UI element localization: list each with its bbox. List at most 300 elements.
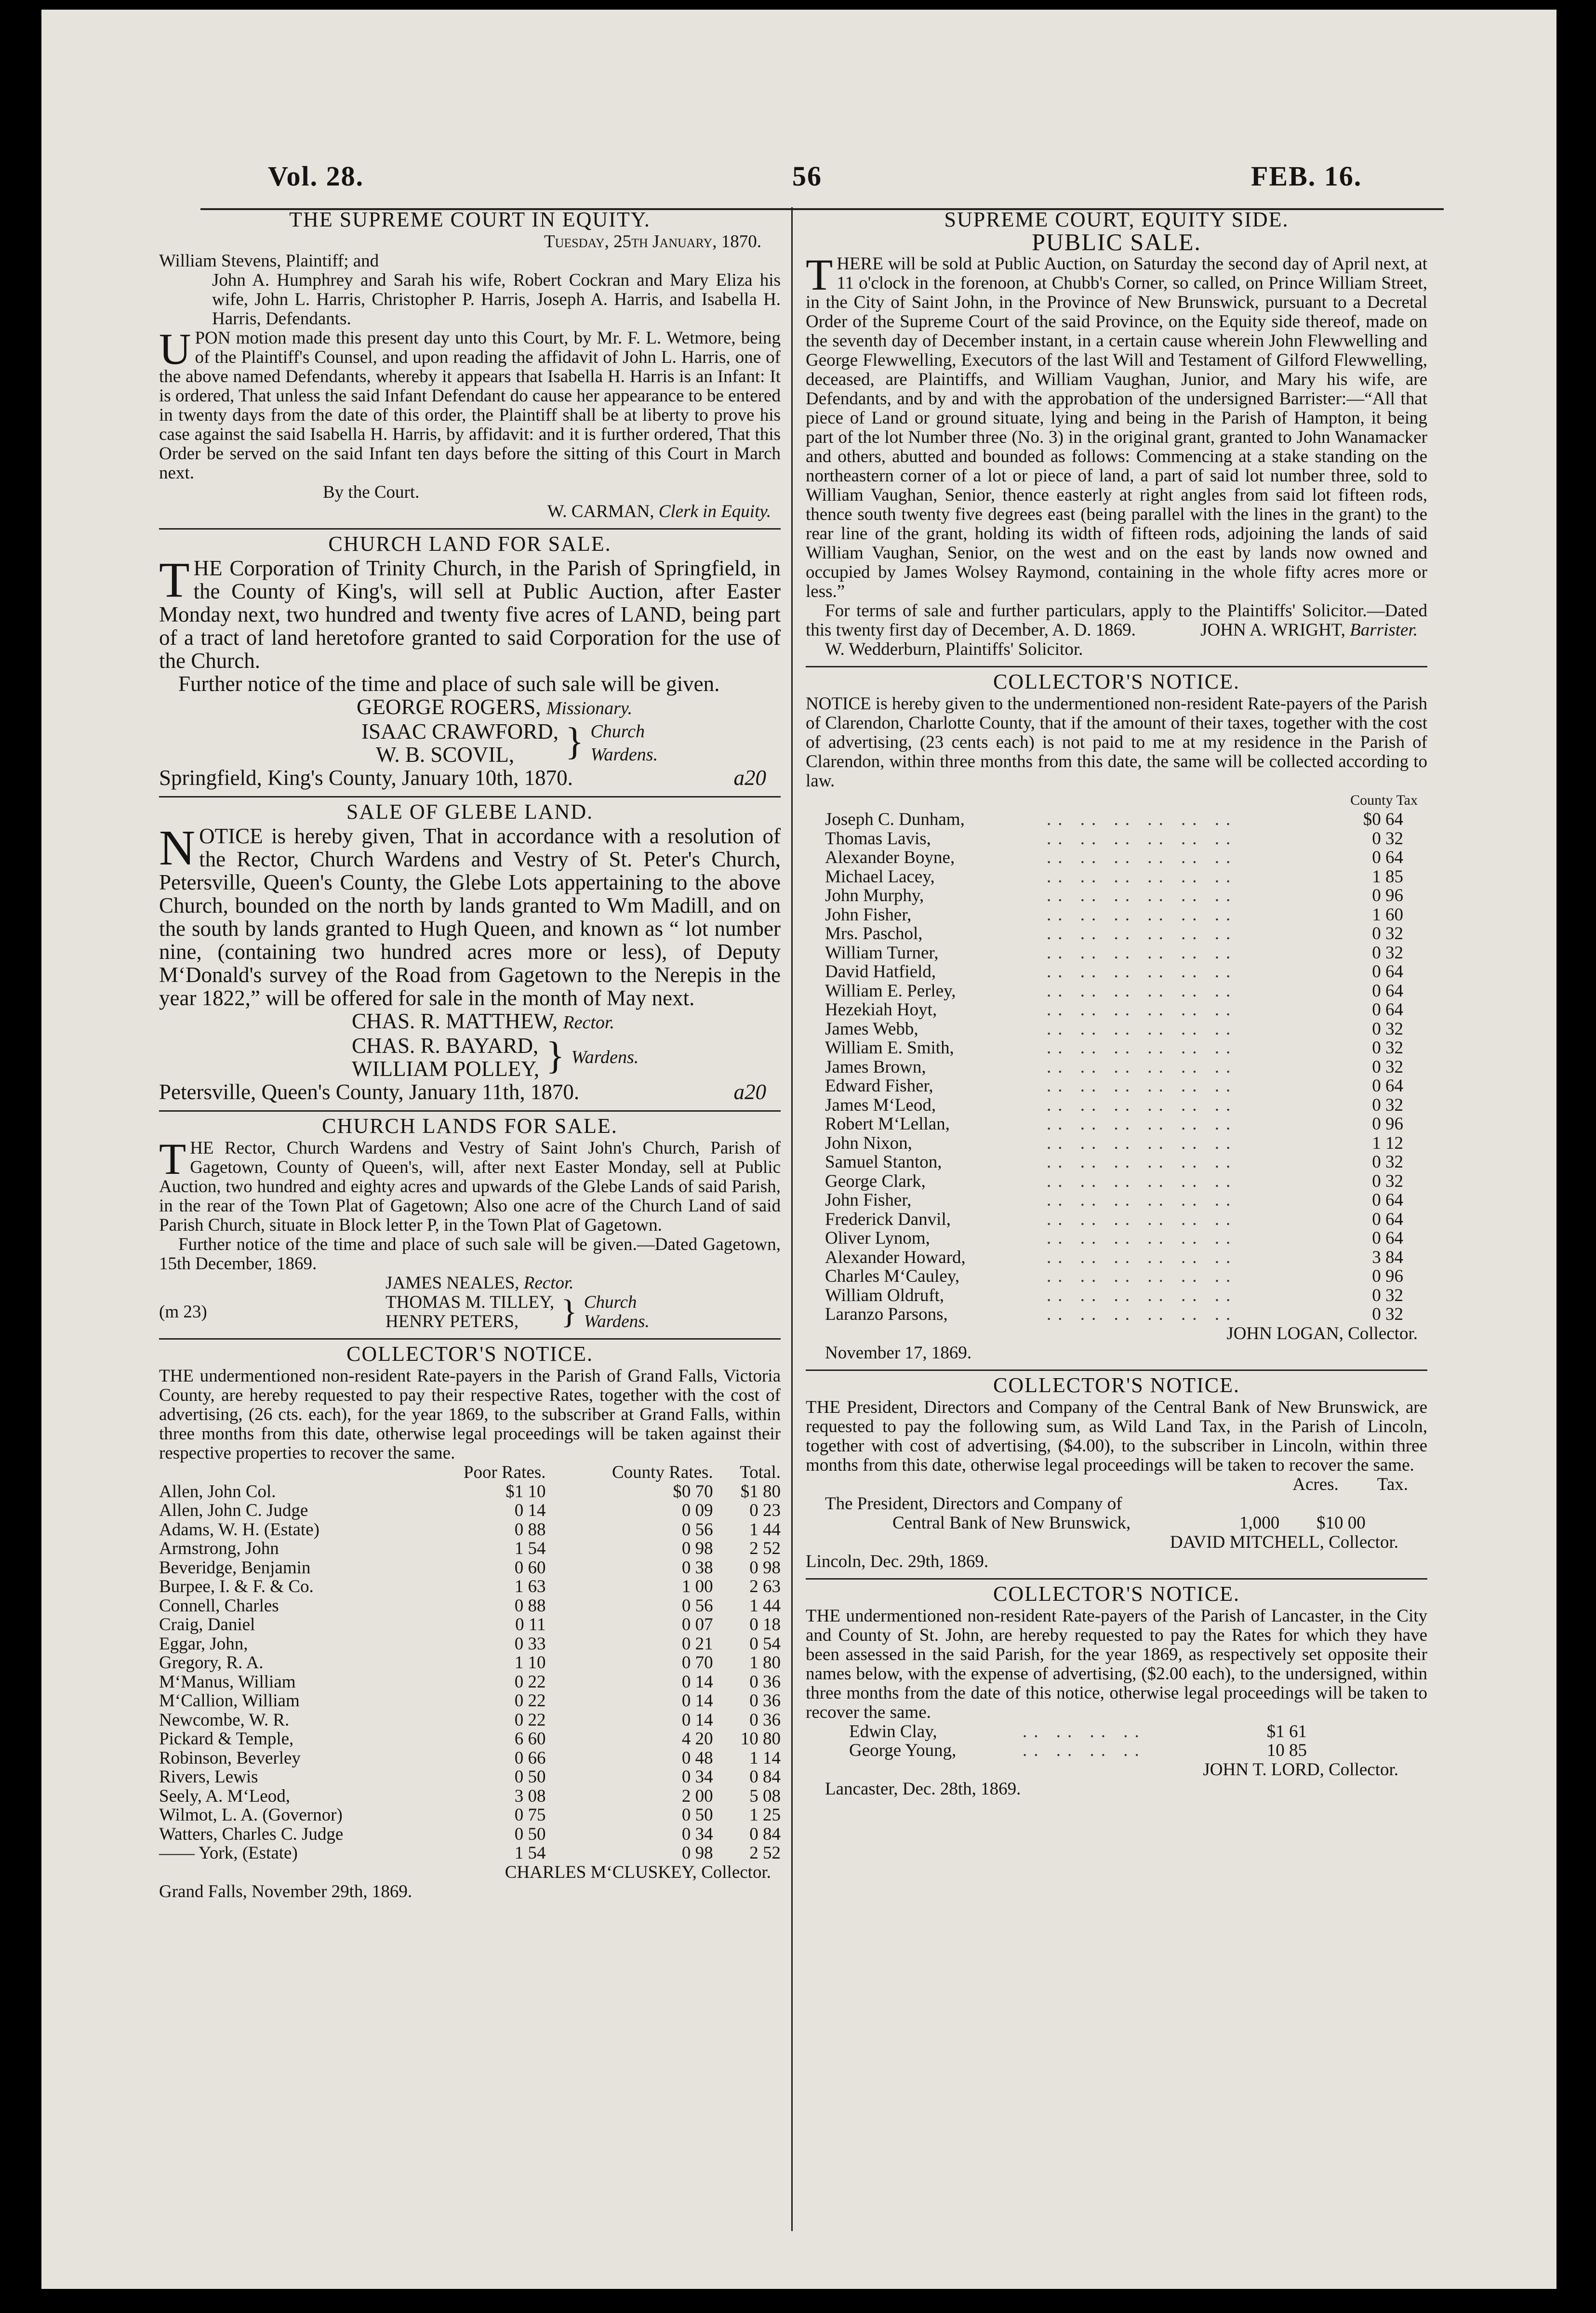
table-row (825, 1038, 1403, 1058)
leader-dots: .. .. .. .. .. .. (1047, 1190, 1237, 1210)
payer-name: George Young, (849, 1741, 957, 1760)
poor-rate: 0 66 (514, 1748, 546, 1768)
issue-date: FEB. 16. (1251, 160, 1362, 192)
poor-rate: 0 22 (514, 1691, 546, 1711)
church-lands-notice (159, 1114, 781, 1331)
leader-dots: .. .. .. .. .. .. (1047, 1133, 1237, 1153)
signatory-role: Barrister. (1350, 620, 1418, 640)
county-tax: 0 32 (1372, 1095, 1403, 1115)
poor-rate: 0 60 (514, 1557, 546, 1578)
county-tax: 0 32 (1372, 1171, 1403, 1191)
total: 0 98 (749, 1557, 781, 1578)
payer-name: William Oldruft, (825, 1285, 944, 1305)
role-wardens: Wardens. (571, 1047, 639, 1067)
payer-name: Joseph C. Dunham, (825, 810, 965, 829)
signatory-role: Rector. (523, 1273, 574, 1293)
county-tax: 0 32 (1372, 943, 1403, 963)
payer-name: Eggar, John, (159, 1634, 248, 1654)
notice-body: HE Rector, Church Wardens and Vestry of Saint John's Church, Parish of Gagetown, County of Queen's, will, after next Easter Monday, sell at Public Auction, two hundred and eighty acres and upwards of the Glebe Lands of said Parish, in the rear of the Town Plat of Gagetown; Also one acre of the Church Land of said Parish Church, situate in Block letter P, in the Town Plat of Gagetown. (159, 1138, 781, 1235)
signatory-name: GEORGE ROGERS, (357, 695, 541, 719)
county-rate: 0 98 (681, 1843, 713, 1863)
col-header-acres: Acres. (1292, 1474, 1339, 1494)
county-tax: 0 32 (1372, 1152, 1403, 1172)
page-number: 56 (792, 160, 822, 192)
section-rule (159, 528, 781, 530)
payer-name: Edward Fisher, (825, 1076, 933, 1096)
col-header-total: Total. (740, 1462, 781, 1482)
table-row (159, 1520, 781, 1540)
leader-dots: .. .. .. .. .. .. (1047, 1095, 1237, 1115)
signatory-name: HENRY PETERS, (386, 1312, 519, 1331)
table-row (825, 1172, 1403, 1191)
ad-code: a20 (733, 766, 766, 790)
total: 0 23 (749, 1501, 781, 1520)
payer-name: M‘Callion, William (159, 1691, 300, 1711)
drop-cap: T (806, 250, 833, 299)
county-tax: 1 12 (1372, 1133, 1403, 1153)
payer-name: John Fisher, (825, 1190, 912, 1210)
county-rate: 0 48 (681, 1748, 713, 1768)
payer-name: Oliver Lynom, (825, 1228, 930, 1248)
drop-cap: T (159, 1134, 186, 1183)
county-rate: 0 38 (681, 1557, 713, 1578)
signatory-role: Missionary. (546, 698, 633, 718)
leader-dots: .. .. .. .. .. .. (1047, 1266, 1237, 1286)
payer-name: James M‘Leod, (825, 1095, 936, 1115)
signatory-name: JOHN A. WRIGHT, (1200, 620, 1345, 640)
table-row (825, 886, 1403, 905)
table-row (825, 944, 1403, 963)
collector-signature: CHARLES M‘CLUSKEY, Collector. (505, 1862, 771, 1882)
table-row (825, 1210, 1403, 1229)
total: 2 52 (749, 1843, 781, 1863)
place-date: Lincoln, Dec. 29th, 1869. (806, 1551, 989, 1571)
county-tax: 0 64 (1372, 962, 1403, 982)
poor-rate: 3 08 (514, 1786, 546, 1806)
drop-cap: N (159, 820, 196, 876)
payer-name: John Nixon, (825, 1133, 912, 1153)
signatory-name: W. B. SCOVIL, (376, 743, 515, 767)
poor-rate: 1 54 (514, 1843, 546, 1863)
signatory-role: Rector. (563, 1012, 614, 1033)
leader-dots: .. .. .. .. .. .. (1047, 810, 1237, 829)
solicitor-line: W. Wedderburn, Plaintiffs' Solicitor. (825, 639, 1083, 659)
leader-dots: .. .. .. .. .. .. (1047, 866, 1237, 887)
county-tax: 0 64 (1372, 1190, 1403, 1210)
total: 2 63 (749, 1577, 781, 1596)
payer-name-cont: Central Bank of New Brunswick, (892, 1513, 1131, 1533)
table-row (825, 924, 1403, 944)
table-row (849, 1741, 1307, 1760)
col-header-tax: Tax. (1377, 1474, 1408, 1494)
poor-rate: 1 54 (514, 1539, 546, 1558)
signatory-name: CHAS. R. MATTHEW, (352, 1009, 558, 1033)
payer-name: —— York, (Estate) (159, 1843, 298, 1863)
plaintiff-line: William Stevens, Plaintiff; and (159, 251, 379, 271)
leader-dots: .. .. .. .. .. .. (1047, 1209, 1237, 1229)
supreme-court-notice (159, 210, 781, 521)
payer-name: Armstrong, John (159, 1539, 279, 1558)
table-row (825, 1058, 1403, 1077)
notice-body: THE undermentioned non-resident Rate-payers in the Parish of Grand Falls, Victoria County, are hereby requested to pay their respective Rates, together with the cost of advertising, (26 cts. each), for the year 1869, to the subscriber at Grand Falls, within three months from this date, otherwise legal proceedings will be taken against their respective properties to recover the same. (159, 1366, 781, 1463)
payer-name: Seely, A. M‘Leod, (159, 1786, 290, 1806)
county-tax: 0 32 (1372, 1304, 1403, 1324)
table-row (159, 1577, 781, 1596)
total: $1 80 (740, 1481, 781, 1502)
payer-name: The President, Directors and Company of (825, 1493, 1122, 1514)
poor-rate: 0 14 (514, 1501, 546, 1520)
table-row (159, 1596, 781, 1616)
notice-body: HE Corporation of Trinity Church, in the Parish of Springfield, in the County of King's, will sell at Public Auction, after Easter Monday next, two hundred and twenty five acres of LAND, being part of a tract of land heretofore granted to said Corporation for the use of the Church. (159, 556, 781, 673)
section-rule (806, 1578, 1427, 1580)
signatory-name: ISAAC CRAWFORD, (361, 719, 559, 744)
payer-name: M‘Manus, William (159, 1672, 296, 1692)
rate-value: 10 85 (1266, 1741, 1307, 1760)
table-row (825, 1115, 1403, 1134)
signatory-name: THOMAS M. TILLEY, (386, 1292, 555, 1312)
payer-name: John Fisher, (825, 904, 912, 925)
county-rate: 0 14 (681, 1710, 713, 1730)
payer-name: Gregory, R. A. (159, 1653, 264, 1673)
total: 10 80 (740, 1729, 781, 1749)
total: 0 36 (749, 1691, 781, 1711)
role-wardens: Wardens. (590, 744, 658, 765)
poor-rate: 0 88 (514, 1519, 546, 1540)
left-column (159, 207, 781, 1901)
poor-rate: 0 50 (514, 1767, 546, 1787)
notice-date: November 17, 1869. (825, 1343, 972, 1363)
county-tax: 0 32 (1372, 924, 1403, 944)
section-rule (806, 1369, 1427, 1371)
leader-dots: .. .. .. .. .. .. (1047, 904, 1237, 925)
table-row (159, 1806, 781, 1825)
tax-value: $10 00 (1317, 1513, 1366, 1533)
county-tax: 0 96 (1372, 1266, 1403, 1286)
collector-signature: JOHN T. LORD, Collector. (1203, 1759, 1398, 1780)
payer-name: Rivers, Lewis (159, 1767, 258, 1787)
payer-name: Mrs. Paschol, (825, 924, 923, 944)
county-tax: 0 64 (1372, 1000, 1403, 1020)
poor-rate: 1 63 (514, 1577, 546, 1596)
table-row (825, 829, 1403, 849)
county-rate: 1 00 (681, 1577, 713, 1596)
table-row (159, 1691, 781, 1711)
role-wardens: Wardens. (584, 1312, 650, 1331)
section-rule (159, 1110, 781, 1112)
brace: } (546, 1035, 565, 1077)
leader-dots: .. .. .. .. .. .. (1047, 1038, 1237, 1058)
notice-date: Tuesday, 25th January, 1870. (544, 232, 761, 252)
table-row (825, 1248, 1403, 1267)
place-date: Petersville, Queen's County, January 11th, 1870. (159, 1080, 580, 1104)
table-row (159, 1825, 781, 1844)
leader-dots: .. .. .. .. .. .. (1047, 1304, 1237, 1324)
table-row (825, 1134, 1403, 1153)
defendants-list: John A. Humphrey and Sarah his wife, Robert Cockran and Mary Eliza his wife, John L. Harris, Christopher P. Harris, Joseph A. Harris, and Isabella H. Harris, Defendants. (212, 270, 781, 329)
total: 1 44 (749, 1595, 781, 1616)
payer-name: Allen, John C. Judge (159, 1501, 308, 1520)
brace: } (561, 1293, 577, 1330)
table-row (159, 1558, 781, 1578)
table-row (159, 1787, 781, 1806)
notice-title: COLLECTOR'S NOTICE. (346, 1342, 593, 1366)
county-rate: 0 70 (681, 1653, 713, 1673)
county-rate: 0 07 (681, 1615, 713, 1635)
table-row (825, 962, 1403, 982)
table-row (159, 1673, 781, 1692)
table-row (159, 1768, 781, 1787)
leader-dots: .. .. .. .. .. .. (1047, 924, 1237, 944)
table-row (825, 867, 1403, 887)
total: 0 84 (749, 1767, 781, 1787)
poor-rate: $1 10 (505, 1481, 546, 1502)
notice-title: COLLECTOR'S NOTICE. (993, 670, 1240, 693)
payer-name: James Brown, (825, 1057, 926, 1077)
leader-dots: .. .. .. .. .. .. (1047, 1285, 1237, 1305)
table-row (849, 1722, 1307, 1741)
poor-rate: 0 88 (514, 1595, 546, 1616)
payer-name: David Hatfield, (825, 962, 936, 982)
col-header-poor: Poor Rates. (463, 1462, 546, 1482)
signatory-name: WILLIAM POLLEY, (352, 1057, 540, 1081)
drop-cap: U (159, 324, 191, 373)
county-rate: 0 34 (681, 1824, 713, 1844)
notice-title: CHURCH LAND FOR SALE. (328, 532, 612, 556)
section-rule (806, 666, 1427, 667)
acres-value: 1,000 (1239, 1513, 1280, 1533)
payer-name: Thomas Lavis, (825, 828, 931, 849)
tax-table (825, 810, 1403, 1324)
table-row (825, 1286, 1403, 1305)
county-rate: $0 70 (673, 1481, 713, 1502)
leader-dots: .. .. .. .. .. .. (1047, 1247, 1237, 1267)
table-row (159, 1482, 781, 1502)
place-date: Springfield, King's County, January 10th, 1870. (159, 766, 573, 790)
table-row (159, 1635, 781, 1654)
table-row (825, 1020, 1403, 1039)
county-tax: 0 64 (1372, 1209, 1403, 1229)
glebe-land-notice (159, 802, 781, 1103)
ad-code: a20 (733, 1080, 766, 1104)
payer-name: William E. Perley, (825, 981, 956, 1001)
payer-name: Newcombe, W. R. (159, 1710, 290, 1730)
payer-name: Pickard & Temple, (159, 1729, 294, 1749)
payer-name: Laranzo Parsons, (825, 1304, 948, 1324)
notice-body: THE President, Directors and Company of the Central Bank of New Brunswick, are requested to pay the following sum, as Wild Land Tax, in the Parish of Lincoln, together with cost of advertising, ($4.00), to the subscriber in Lincoln, within three months from this date, otherwise legal proceedings will be taken to recover the same. (806, 1397, 1427, 1475)
leader-dots: .. .. .. .. .. .. (1047, 1152, 1237, 1172)
leader-dots: .. .. .. .. .. .. (1047, 1171, 1237, 1191)
county-tax: 0 32 (1372, 1038, 1403, 1058)
further-notice: Further notice of the time and place of such sale will be given.—Dated Gagetown, 15th December, 1869. (159, 1235, 781, 1274)
brace: } (565, 720, 584, 763)
leader-dots: .. .. .. .. .. .. (1047, 1057, 1237, 1077)
further-notice: Further notice of the time and place of such sale will be given. (178, 672, 720, 696)
table-row (159, 1501, 781, 1520)
county-rate: 0 14 (681, 1691, 713, 1711)
payer-name: Edwin Clay, (849, 1721, 937, 1741)
county-tax: 1 85 (1372, 866, 1403, 887)
county-tax: 0 96 (1372, 1114, 1403, 1134)
leader-dots: .. .. .. .. (1023, 1741, 1146, 1760)
place-date: Lancaster, Dec. 28th, 1869. (825, 1779, 1021, 1799)
county-tax: 0 64 (1372, 981, 1403, 1001)
section-rule (159, 1338, 781, 1340)
leader-dots: .. .. .. .. (1023, 1721, 1146, 1741)
volume-number: Vol. 28. (268, 160, 364, 192)
payer-name: Beveridge, Benjamin (159, 1557, 311, 1578)
section-rule (159, 796, 781, 798)
rate-value: $1 61 (1266, 1721, 1307, 1741)
drop-cap: T (159, 552, 190, 608)
further-notice: For terms of sale and further particulars, apply to the Plaintiffs' Solicitor.—Dated this twenty first day of December, A. D. 1869. (806, 601, 1427, 640)
leader-dots: .. .. .. .. .. .. (1047, 1114, 1237, 1134)
county-tax: 3 84 (1372, 1247, 1403, 1267)
payer-name: Wilmot, L. A. (Governor) (159, 1805, 343, 1825)
table-row (825, 1191, 1403, 1210)
table-row (159, 1539, 781, 1558)
payer-name: Alexander Howard, (825, 1247, 966, 1267)
county-rate: 0 09 (681, 1501, 713, 1520)
notice-body: HERE will be sold at Public Auction, on Saturday the second day of April next, at 11 o'clock in the forenoon, at Chubb's Corner, so called, on Prince William Street, in the City of Saint John, in the Province of New Brunswick, pursuant to a Decretal Order of the Supreme Court of the said Province, on the Equity side thereof, made on the seventh day of December instant, in a certain cause wherein John Flewwelling and George Flewwelling, Executors of the last Will and Testament of Gilford Flewwelling, deceased, are Plaintiffs, and William Vaughan, Junior, and Mary his wife, are Defendants, and by and with the approbation of the undersigned Barrister:—“All that piece of Land or ground situate, lying and being in the Parish of Hampton, it being part of the lot Number three (No. 3) in the original grant, granted to John Wanamacker and others, abutted and bounded as follows: Commencing at a stake standing on the northeastern corner of a lot or piece of land, a part of said lot number three, sold to William Vaughan, Senior, thence easterly at right angles from said lot fifteen rods, thence south twenty five degrees east (being parallel with the lines in the grant) to the rear line of the grant, holding its width of fifteen rods, adjoining the lands of said William Vaughan, Senior, on the west and on the east by lands now owned and occupied by James Wolsey Raymond, containing in the whole fifty acres more or less.” (806, 254, 1427, 601)
leader-dots: .. .. .. .. .. .. (1047, 1019, 1237, 1039)
col-header-county-tax: County Tax (1350, 792, 1418, 808)
table-row (825, 848, 1403, 867)
leader-dots: .. .. .. .. .. .. (1047, 886, 1237, 905)
payer-name: John Murphy, (825, 886, 924, 905)
county-rate: 0 14 (681, 1672, 713, 1692)
payer-name: Charles M‘Cauley, (825, 1266, 960, 1286)
poor-rate: 0 11 (515, 1615, 546, 1635)
county-rate: 2 00 (681, 1786, 713, 1806)
payer-name: William E. Smith, (825, 1038, 954, 1058)
poor-rate: 0 33 (514, 1634, 546, 1654)
county-rate: 0 21 (681, 1634, 713, 1654)
table-row (825, 810, 1403, 829)
poor-rate: 1 10 (514, 1653, 546, 1673)
rate-table (849, 1722, 1307, 1760)
total: 1 44 (749, 1519, 781, 1540)
payer-name: Hezekiah Hoyt, (825, 1000, 937, 1020)
leader-dots: .. .. .. .. .. .. (1047, 1000, 1237, 1020)
county-tax: 0 96 (1372, 886, 1403, 905)
county-rate: 0 34 (681, 1767, 713, 1787)
county-tax: 0 32 (1372, 1285, 1403, 1305)
total: 0 18 (749, 1615, 781, 1635)
county-rate: 0 98 (681, 1539, 713, 1558)
notice-body: THE undermentioned non-resident Rate-payers of the Parish of Lancaster, in the City and County of St. John, are hereby requested to pay the Rates for which they have been assessed in the said Parish, for the year 1869, as respectively set opposite their names below, with the expense of advertising, ($2.00 each), to the undersigned, within three months from the date of this notice, otherwise legal proceedings will be taken to recover the same. (806, 1606, 1427, 1722)
payer-name: Frederick Danvil, (825, 1209, 951, 1229)
role-church: Church (590, 721, 645, 742)
signatory-title: Clerk in Equity. (658, 502, 771, 521)
poor-rate: 0 22 (514, 1710, 546, 1730)
table-row (825, 1096, 1403, 1115)
county-tax: 1 60 (1372, 904, 1403, 925)
table-row (159, 1749, 781, 1768)
column-divider (791, 207, 793, 2231)
role-church: Church (584, 1292, 637, 1312)
leader-dots: .. .. .. .. .. .. (1047, 1228, 1237, 1248)
public-sale-notice (806, 210, 1427, 659)
poor-rate: 0 50 (514, 1824, 546, 1844)
county-tax: 0 64 (1372, 1228, 1403, 1248)
leader-dots: .. .. .. .. .. .. (1047, 1076, 1237, 1096)
ad-code: (m 23) (159, 1302, 207, 1322)
notice-title: THE SUPREME COURT IN EQUITY. (289, 208, 651, 231)
total: 1 80 (749, 1653, 781, 1673)
payer-name: Burpee, I. & F. & Co. (159, 1577, 314, 1596)
payer-name: Allen, John Col. (159, 1481, 276, 1502)
payer-name: Robert M‘Lellan, (825, 1114, 950, 1134)
notice-body: OTICE is hereby given, That in accordance with a resolution of the Rector, Church Wardens and Vestry of St. Peter's Church, Petersville, Queen's County, the Glebe Lots appertaining to the above Church, bounded on the north by lands granted to Wm Madill, and on the south by lands granted to Hugh Queen, and known as “ lot number nine, (containing two hundred acres more or less), of Deputy M‘Donald's survey of the Road from Gagetown to the Nerepis in the year 1822,” will be offered for sale in the month of May next. (159, 824, 781, 1010)
table-row (159, 1615, 781, 1635)
collector-signature: JOHN LOGAN, Collector. (1226, 1323, 1418, 1343)
collector-signature: DAVID MITCHELL, Collector. (1170, 1532, 1398, 1552)
leader-dots: .. .. .. .. .. .. (1047, 962, 1237, 982)
poor-rate: 0 75 (514, 1805, 546, 1825)
grand-falls-notice (159, 1344, 781, 1901)
total: 1 14 (749, 1748, 781, 1768)
poor-rate: 0 22 (514, 1672, 546, 1692)
payer-name: Connell, Charles (159, 1595, 279, 1616)
section-heading: SUPREME COURT, EQUITY SIDE. (944, 208, 1289, 231)
county-rate: 4 20 (681, 1729, 713, 1749)
signatory-name: W. CARMAN, (547, 502, 654, 521)
signatory-name: JAMES NEALES, (386, 1273, 519, 1293)
poor-rate: 6 60 (514, 1729, 546, 1749)
total: 5 08 (749, 1786, 781, 1806)
total: 2 52 (749, 1539, 781, 1558)
county-tax: 0 32 (1372, 1019, 1403, 1039)
payer-name: Watters, Charles C. Judge (159, 1824, 344, 1844)
payer-name: James Webb, (825, 1019, 918, 1039)
leader-dots: .. .. .. .. .. .. (1047, 828, 1237, 849)
lancaster-notice (806, 1584, 1427, 1799)
payer-name: Robinson, Beverley (159, 1748, 301, 1768)
county-rate: 0 50 (681, 1805, 713, 1825)
county-tax: 0 64 (1372, 1076, 1403, 1096)
payer-name: Samuel Stanton, (825, 1152, 942, 1172)
col-header-county: County Rates. (612, 1462, 713, 1482)
county-tax: 0 64 (1372, 848, 1403, 867)
total: 0 84 (749, 1824, 781, 1844)
right-column (806, 207, 1427, 1799)
payer-name: George Clark, (825, 1171, 926, 1191)
church-land-notice (159, 534, 781, 789)
county-tax: $0 64 (1363, 810, 1403, 829)
county-rate: 0 56 (681, 1519, 713, 1540)
notice-title: SALE OF GLEBE LAND. (346, 800, 594, 824)
rate-table (159, 1463, 781, 1863)
payer-name: Michael Lacey, (825, 866, 935, 887)
table-row (159, 1711, 781, 1730)
table-row (159, 1729, 781, 1749)
notice-body: PON motion made this present day unto this Court, by Mr. F. L. Wetmore, being of the Plaintiff's Counsel, and upon reading the affidavit of John L. Harris, one of the above named Defendants, whereby it appears that Isabella H. Harris is an Infant: It is ordered, That unless the said Infant Defendant do cause her appearance to be entered in twenty days from the date of this order, the Plaintiff shall be at liberty to prove his case against the said Isabella H. Harris, by affidavit: and it is further ordered, That this Order be served on the said Infant ten days before the sitting of this Court in March next. (159, 328, 781, 483)
table-row (159, 1653, 781, 1673)
notice-title: COLLECTOR'S NOTICE. (993, 1373, 1240, 1397)
payer-name: Craig, Daniel (159, 1615, 255, 1635)
total: 0 36 (749, 1710, 781, 1730)
table-row (825, 1229, 1403, 1248)
table-row (825, 1153, 1403, 1172)
table-row (825, 905, 1403, 925)
leader-dots: .. .. .. .. .. .. (1047, 981, 1237, 1001)
table-row (825, 1000, 1403, 1020)
central-bank-notice (806, 1373, 1427, 1571)
county-tax: 0 32 (1372, 828, 1403, 849)
table-row (825, 1077, 1403, 1096)
table-row (159, 1844, 781, 1863)
signatory-name: CHAS. R. BAYARD, (352, 1034, 539, 1058)
